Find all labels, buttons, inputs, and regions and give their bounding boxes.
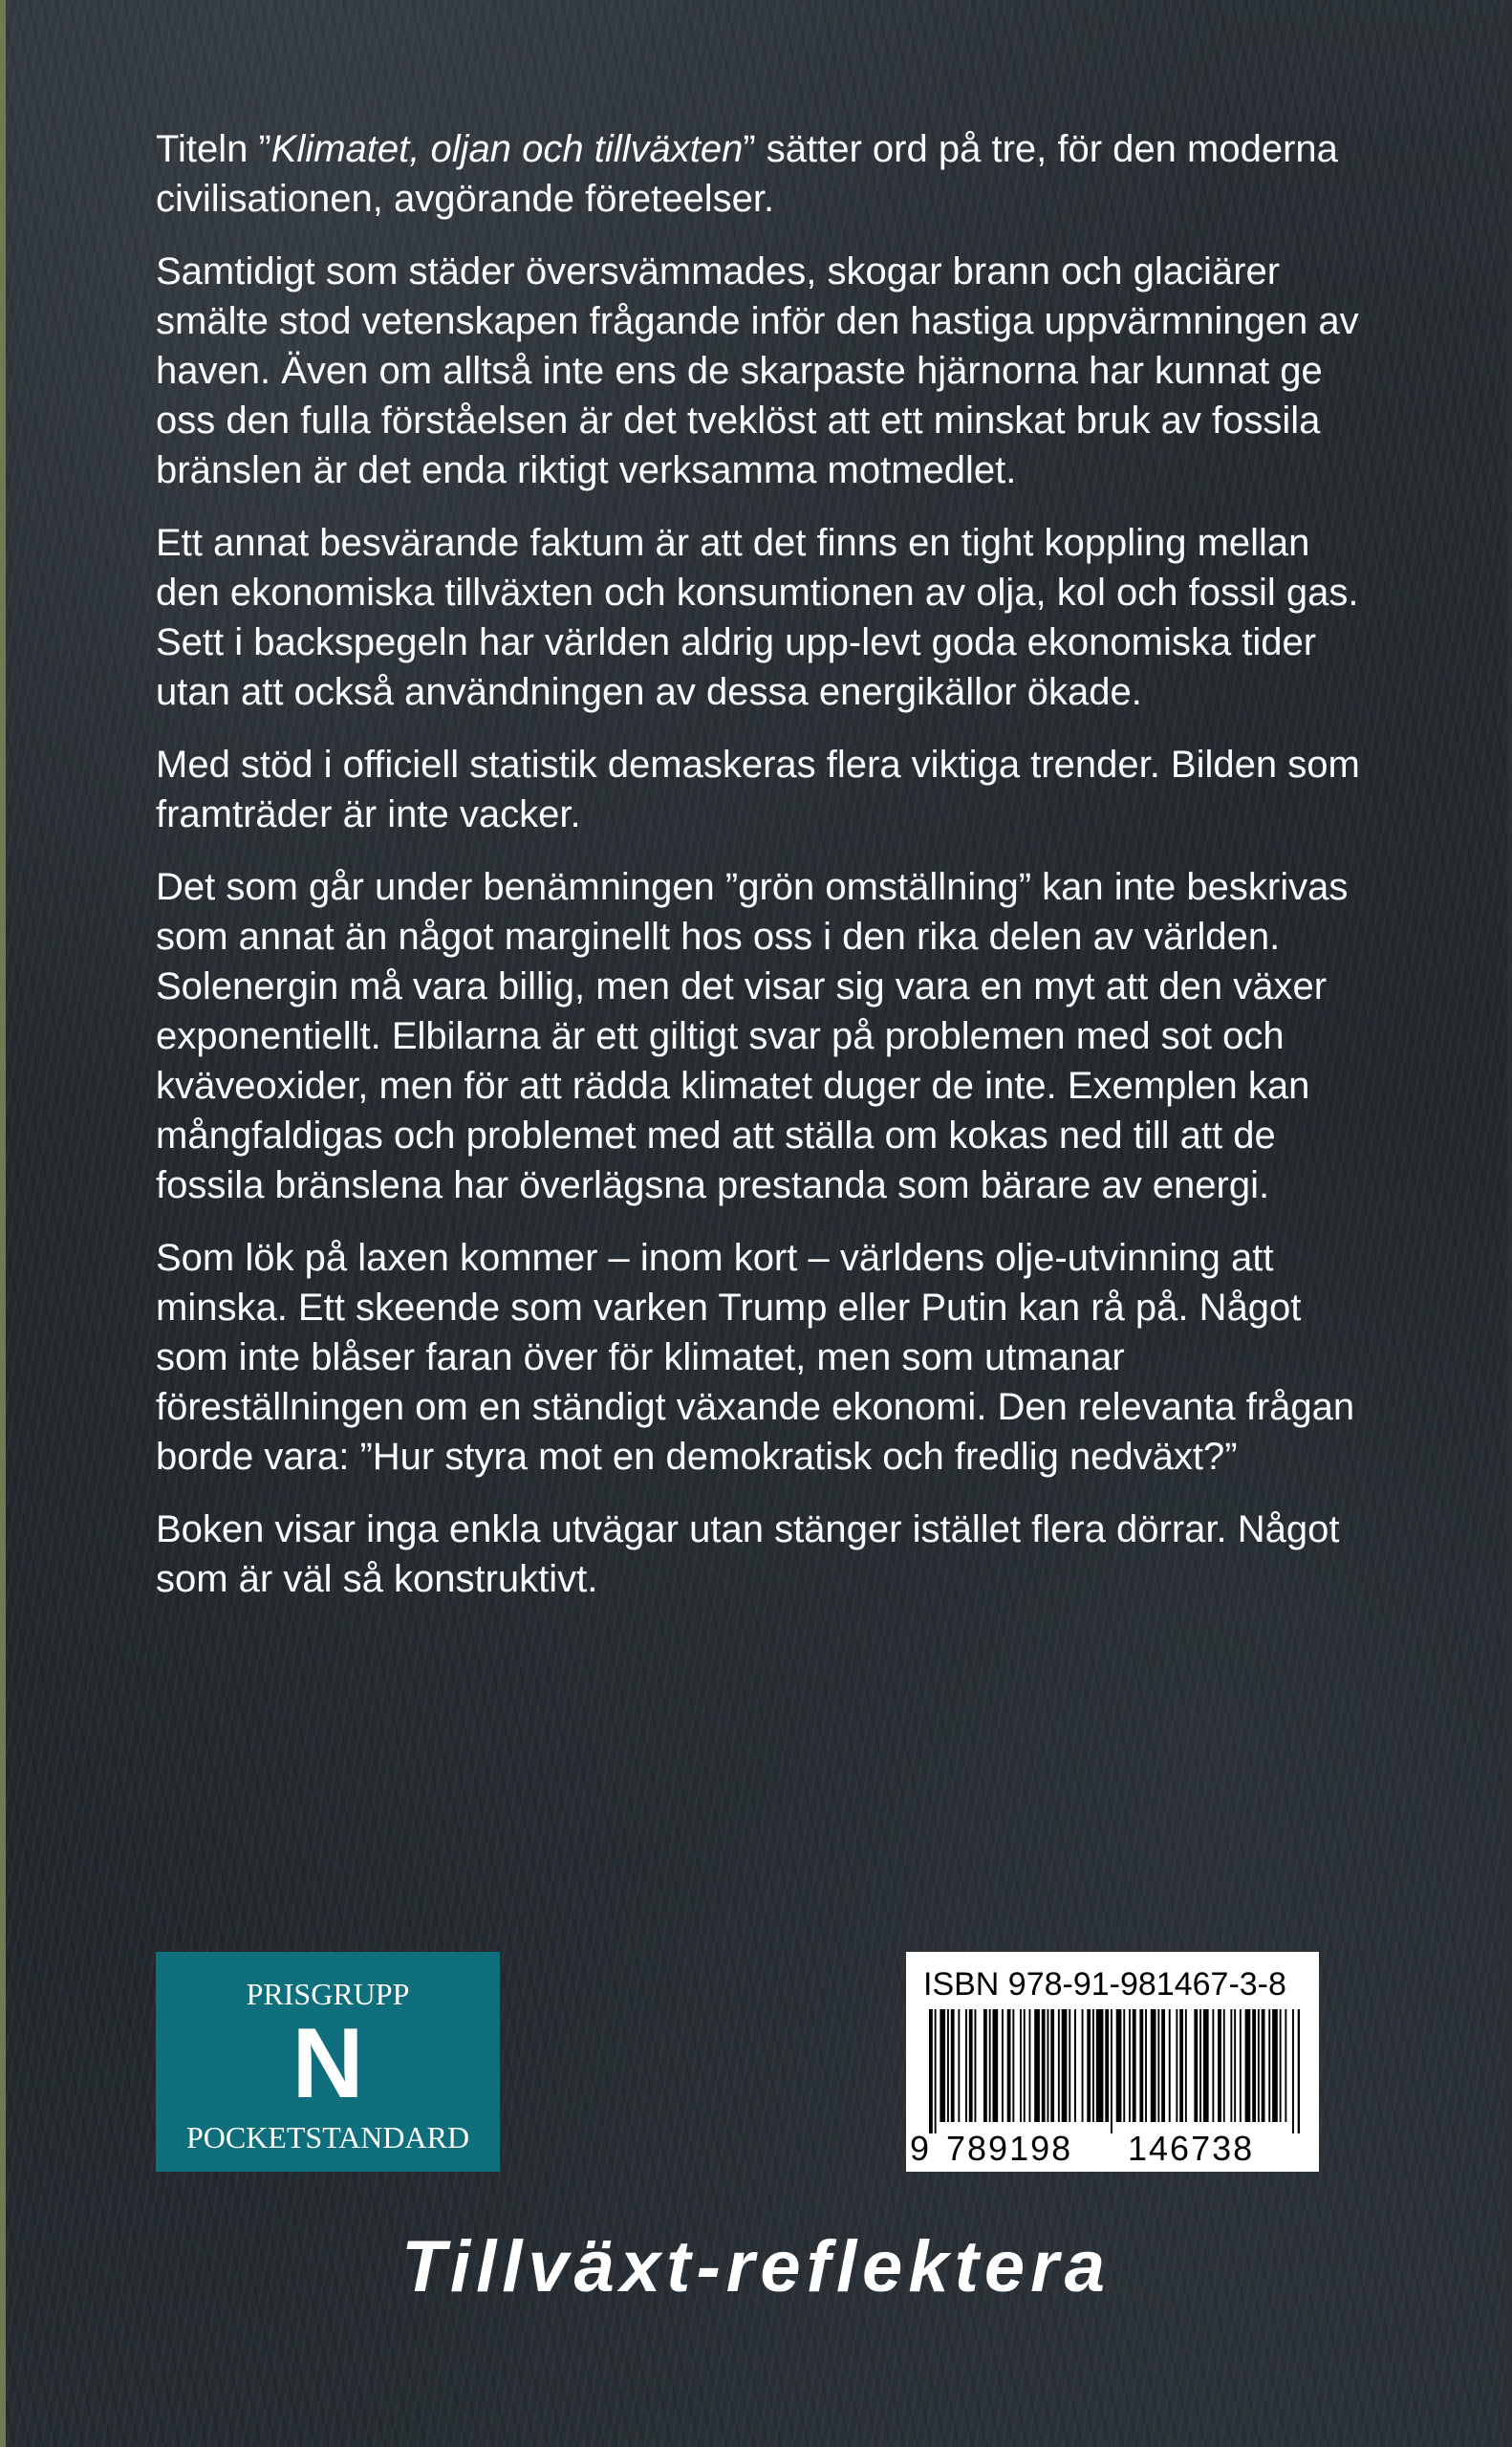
isbn-barcode-panel [906,1952,1319,2172]
barcode-digit-group-2: 146738 [1128,2129,1255,2168]
price-group-badge [156,1952,500,2172]
book-title-italic: Klimatet, oljan och tillväxten [270,128,744,170]
barcode-icon [927,2009,1300,2133]
right-edge-strip [1507,0,1512,2447]
blurb-paragraph-7: Boken visar inga enkla utvägar utan stänger istället flera dörrar. Något som är väl så konstruktivt. [156,1508,1340,1600]
blurb-paragraph-4: Med stöd i officiell statistik demaskeras flera viktiga trender. Bilden som framträder är inte vacker. [156,744,1360,835]
blurb-paragraph-6: Som lök på laxen kommer – inom kort – världens olje-utvinning att minska. Ett skeende som varken Trump eller Putin kan rå på. Något som inte blåser faran över för klimatet, men som utmanar föreställningen om en ständigt växande ekonomi. Den relevanta frågan borde vara: ”Hur styra mot en demokratisk och fredlig nedväxt?” [156,1237,1355,1478]
barcode-digit-group-1: 789198 [946,2129,1073,2168]
price-group-label: PRISGRUPP [246,1977,410,2011]
back-cover-blurb [156,124,1370,1627]
blurb-paragraph-2: Samtidigt som städer översvämmades, skogar brann och glaciärer smälte stod vetenskapen frågande inför den hastiga uppvärmningen av haven. Även om alltså inte ens de skarpaste hjärnorna har kunnat ge oss den fulla förståelsen är det tveklöst att ett minskat bruk av fossila bränslen är det enda riktigt verksamma motmedlet. [156,250,1359,491]
blurb-paragraph-1 [156,124,1370,224]
price-group-letter: N [292,2008,364,2119]
blurb-p1-suffix: ” sätter ord på tre, för den moderna civilisationen, avgörande företeelser. [156,128,1338,220]
series-title: Tillväxt-reflektera [400,2226,1112,2307]
isbn-number: ISBN 978-91-981467-3-8 [923,1966,1286,2003]
blurb-paragraph-3: Ett annat besvärande faktum är att det finns en tight koppling mellan den ekonomiska tillväxten och konsumtionen av olja, kol och fossil gas. Sett i backspegeln har världen aldrig upp-levt goda ekonomiska tider utan att också användningen av dessa energikällor ökade. [156,522,1359,713]
barcode-digit-first: 9 [910,2129,930,2168]
left-edge-strip [0,0,6,2447]
price-group-standard: POCKETSTANDARD [185,2120,470,2155]
blurb-paragraph-5: Det som går under benämningen ”grön omställning” kan inte beskrivas som annat än något marginellt hos oss i den rika delen av världen. Solenergin må vara billig, men det visar sig vara en myt att den växer exponentiellt. Elbilarna är ett giltigt svar på problemen med sot och kväveoxider, men för att rädda klimatet duger de inte. Exemplen kan mångfaldigas och problemet med att ställa om kokas ned till att de fossila bränslena har överlägsna prestanda som bärare av energi. [156,866,1349,1206]
blurb-p1-prefix: Titeln ” [156,128,271,170]
